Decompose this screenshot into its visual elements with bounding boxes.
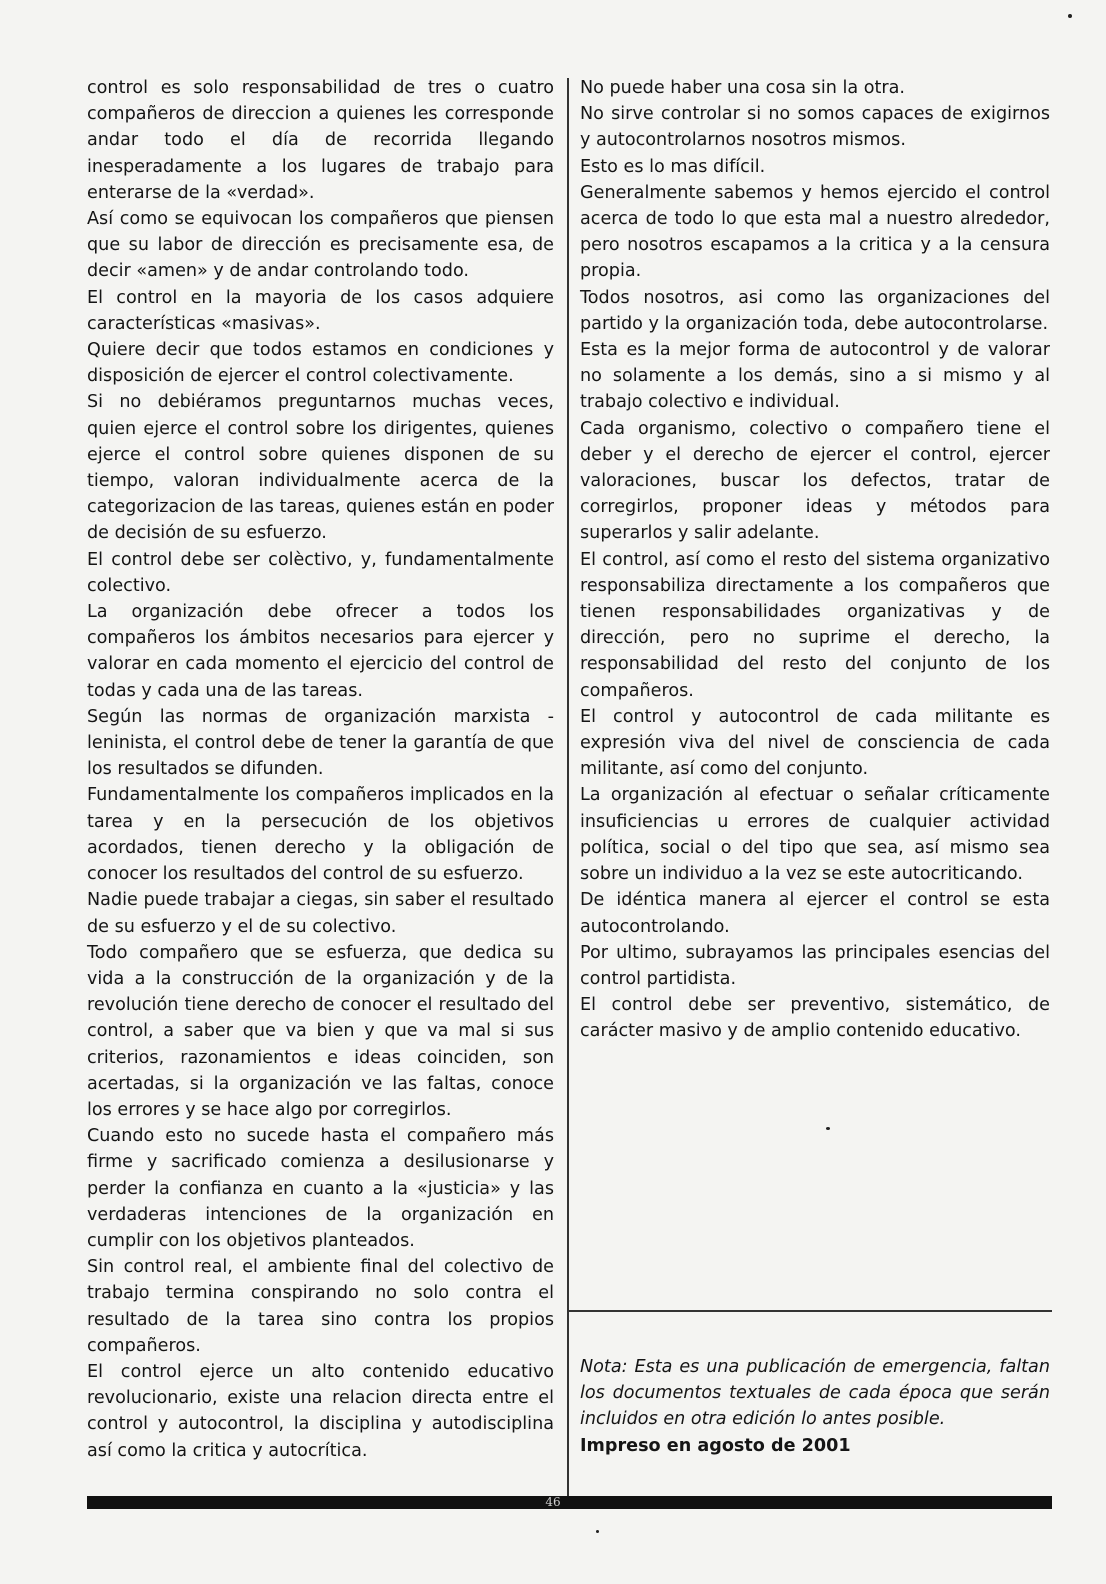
emergency-note: Nota: Esta es una publicación de emergencia, faltan los documentos textuales de cada época que serán incluidos en otra edición lo antes posible. (580, 1357, 1050, 1430)
paragraph: Así como se equivocan los compañeros que piensen que su labor de dirección es precisamente esa, de decir «amen» y de andar controlando todo. (87, 209, 554, 282)
paragraph: Esto es lo mas difícil. (580, 156, 766, 177)
paragraph: No puede haber una cosa sin la otra. (580, 78, 905, 98)
paragraph: Quiere decir que todos estamos en condiciones y disposición de ejercer el control colectivamente. (87, 340, 554, 387)
paragraph: Generalmente sabemos y hemos ejercido el control acerca de todo lo que esta mal a nuestro alrededor, pero nosotros escapamos a la critica y a la censura propia. (580, 182, 1050, 282)
paragraph: El control y autocontrol de cada militante es expresión viva del nivel de consciencia de cada militante, así como del conjunto. (580, 706, 1050, 780)
note-separator (567, 1310, 1052, 1312)
paragraph: La organización al efectuar o señalar críticamente insuficiencias u errores de cualquier actividad política, social o del tipo que sea, así mismo sea sobre un individuo a la vez se este autocriticando. (580, 785, 1050, 885)
scan-speck (826, 1127, 830, 1130)
paragraph: Todo compañero que se esfuerza, que dedica su vida a la construcción de la organización y de la revolución tiene derecho de conocer el resultado del control, a saber que va bien y que va mal si sus criterios, razonamientos e ideas coinciden, son acertadas, si la organización ve las faltas, conoce los errores y se hace algo por corregirlos. (87, 942, 554, 1120)
paragraph: Por ultimo, subrayamos las principales esencias del control partidista. (580, 942, 1050, 989)
paragraph: De idéntica manera al ejercer el control se esta autocontrolando. (580, 890, 1050, 937)
paragraph: Según las normas de organización marxista - leninista, el control debe de tener la garantía de que los resultados se difunden. (87, 706, 554, 780)
left-column (87, 75, 554, 1464)
print-date: Impreso en agosto de 2001 (580, 1435, 851, 1456)
note-box (580, 1354, 1050, 1459)
paragraph: El control debe ser colèctivo, y, fundamentalmente colectivo. (87, 549, 554, 596)
paragraph: El control ejerce un alto contenido educativo revolucionario, existe una relacion directa entre el control y autocontrol, la disciplina y autodisciplina así como la critica y autocrítica. (87, 1361, 554, 1461)
paragraph: Cuando esto no sucede hasta el compañero más firme y sacrificado comienza a desilusionarse y perder la confianza en cuanto a la «justicia» y las verdaderas intenciones de la organización en cumplir con los objetivos planteados. (87, 1126, 554, 1251)
paragraph: Nadie puede trabajar a ciegas, sin saber el resultado de su esfuerzo y el de su colectivo. (87, 890, 554, 937)
right-column (580, 75, 1050, 1045)
paragraph: El control, así como el resto del sistema organizativo responsabiliza directamente a los compañeros que tienen responsabilidades organizativas y de dirección, pero no suprime el derecho, la responsabilidad del resto del conjunto de los compañeros. (580, 549, 1050, 701)
column-divider (567, 78, 569, 1503)
paragraph: La organización debe ofrecer a todos los compañeros los ámbitos necesarios para ejercer y valorar en cada momento el ejercicio del control de todas y cada una de las tareas. (87, 602, 554, 701)
paragraph: control es solo responsabilidad de tres o cuatro compañeros de direccion a quienes les corresponde andar todo el día de recorrida llegando inesperadamente a los lugares de trabajo para enterarse de la «verdad». (87, 78, 554, 203)
paragraph: Fundamentalmente los compañeros implicados en la tarea y en la persecución de los objetivos acordados, tienen derecho y la obligación de conocer los resultados del control de su esfuerzo. (87, 785, 554, 885)
scan-speck (596, 1530, 599, 1533)
paragraph: Si no debiéramos preguntarnos muchas veces, quien ejerce el control sobre los dirigentes, quienes ejerce el control sobre quienes disponen de su tiempo, valoran individualmente acerca de la categorizacion de las tareas, quienes están en poder de decisión de su esfuerzo. (87, 392, 554, 544)
paragraph: No sirve controlar si no somos capaces de exigirnos y autocontrolarnos nosotros mismos. (580, 104, 1050, 151)
paragraph: Sin control real, el ambiente final del colectivo de trabajo termina conspirando no solo contra el resultado de la tarea sino contra los propios compañeros. (87, 1257, 554, 1356)
page-number: 46 (545, 1495, 561, 1509)
paragraph: Todos nosotros, asi como las organizaciones del partido y la organización toda, debe autocontrolarse. (580, 287, 1050, 334)
paragraph: El control debe ser preventivo, sistemático, de carácter masivo y de amplio contenido educativo. (580, 995, 1050, 1042)
paragraph: Cada organismo, colectivo o compañero tiene el deber y el derecho de ejercer el control, ejercer valoraciones, buscar los defectos, tratar de corregirlos, proponer ideas y métodos para superarlos y salir adelante. (580, 418, 1050, 544)
paragraph: Esta es la mejor forma de autocontrol y de valorar no solamente a los demás, sino a si mismo y al trabajo colectivo e individual. (580, 340, 1050, 413)
paragraph: El control en la mayoria de los casos adquiere características «masivas». (87, 287, 554, 334)
scan-speck (1068, 14, 1072, 18)
